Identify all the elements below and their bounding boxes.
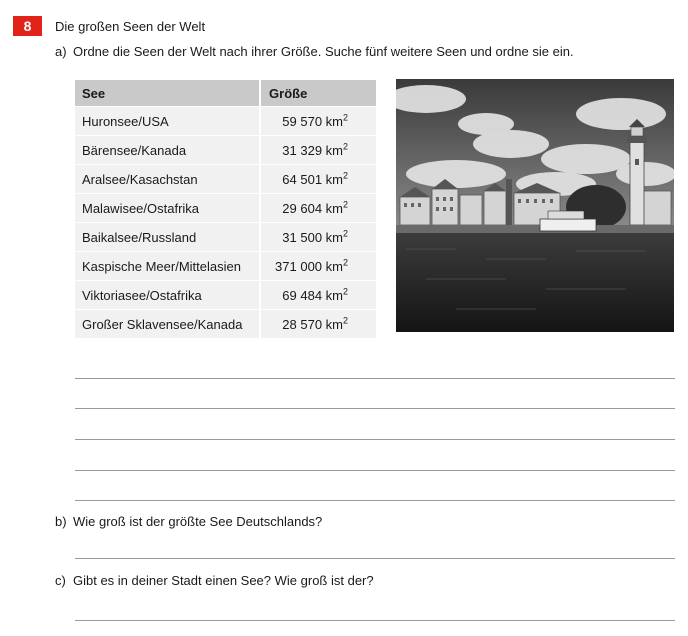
task-number-badge: 8 <box>13 16 42 36</box>
subtask-a <box>55 43 574 61</box>
answer-line <box>75 558 675 559</box>
lighthouse-harbor-image <box>396 79 674 332</box>
table-row <box>75 107 376 136</box>
lake-name: Kaspische Meer/Mittelasien <box>75 252 260 281</box>
table-row <box>75 223 376 252</box>
answer-line <box>75 408 675 409</box>
task-title: Die großen Seen der Welt <box>55 19 206 34</box>
lake-size: 29 604 $km^2$ <box>260 194 376 223</box>
lake-name: Viktoriasee/Ostafrika <box>75 281 260 310</box>
lake-size: 31 329 $km^2$ <box>260 136 376 165</box>
table-row <box>75 194 376 223</box>
lake-name: Großer Sklavensee/Kanada <box>75 310 260 339</box>
lake-name: Bärensee/Kanada <box>75 136 260 165</box>
subtask-a-letter: a) <box>55 44 67 59</box>
lake-size: 371 000 $km^2$ <box>260 252 376 281</box>
lake-name: Baikalsee/Russland <box>75 223 260 252</box>
lake-name: Huronsee/USA <box>75 107 260 136</box>
lake-size: 31 500 $km^2$ <box>260 223 376 252</box>
lake-size: 69 484 $km^2$ <box>260 281 376 310</box>
header-lake: See <box>75 80 260 107</box>
subtask-a-text: Ordne die Seen der Welt nach ihrer Größe. Suche fünf weitere Seen und ordne sie ein. <box>73 44 574 59</box>
lake-size: 64 501 $km^2$ <box>260 165 376 194</box>
table-row <box>75 136 376 165</box>
lake-size: 28 570 $km^2$ <box>260 310 376 339</box>
table-row <box>75 310 376 339</box>
subtask-b-text: Wie groß ist der größte See Deutschlands? <box>73 514 323 529</box>
answer-line <box>75 470 675 471</box>
lake-harbor-photo <box>396 79 674 332</box>
answer-line <box>75 378 675 379</box>
table-header-row <box>75 80 376 107</box>
subtask-c <box>55 572 374 590</box>
subtask-c-letter: c) <box>55 573 66 588</box>
lake-size: 59 570 $km^2$ <box>260 107 376 136</box>
answer-line <box>75 500 675 501</box>
header-size: Größe <box>260 80 376 107</box>
lake-name: Aralsee/Kasachstan <box>75 165 260 194</box>
answer-line <box>75 439 675 440</box>
subtask-b <box>55 513 322 531</box>
answer-line <box>75 620 675 621</box>
table-row <box>75 165 376 194</box>
lake-name: Malawisee/Ostafrika <box>75 194 260 223</box>
lakes-table <box>75 80 376 338</box>
subtask-c-text: Gibt es in deiner Stadt einen See? Wie groß ist der? <box>73 573 374 588</box>
table-row <box>75 281 376 310</box>
subtask-b-letter: b) <box>55 514 67 529</box>
table-row <box>75 252 376 281</box>
